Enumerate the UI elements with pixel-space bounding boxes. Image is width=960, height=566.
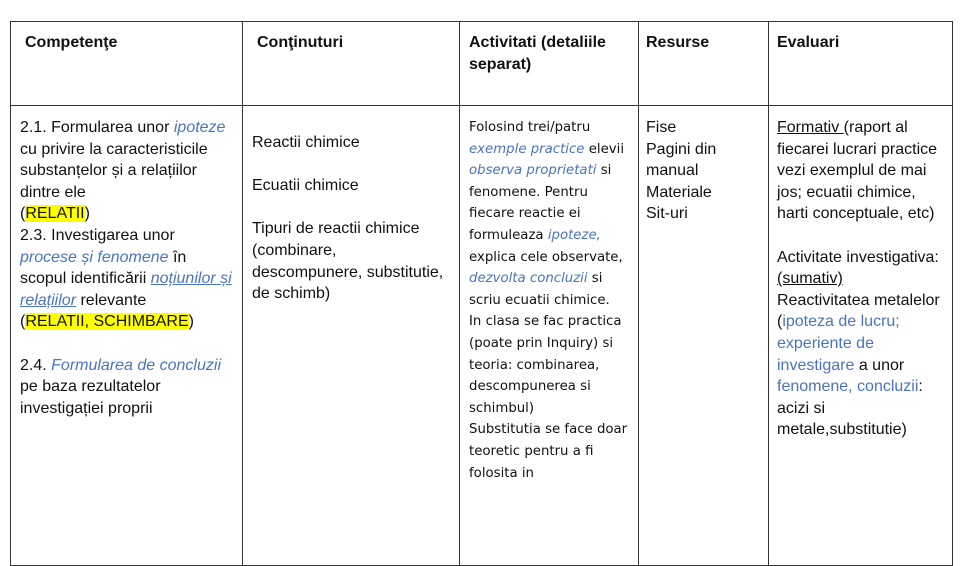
competente-cell (11, 106, 243, 566)
paren-close: ) (188, 313, 194, 331)
header-evaluari (769, 22, 953, 106)
evaluation-details (777, 311, 946, 441)
header-resurse (639, 22, 769, 106)
header-resurse-label: Resurse (646, 34, 710, 51)
evaluation-formativ-text: (raport al fiecarei lucrari practice vezi exemplul de mai jos; ecuatii chimice, harti conceptuale, etc) (777, 119, 938, 223)
keyword-dezvolta: dezvolta concluzii (469, 271, 588, 287)
paren-open: ( (20, 205, 26, 223)
resource-situri: Sit-uri (646, 205, 688, 223)
keyword-ipoteza-lucru: ipoteza de lucru; experiente de investigare (777, 313, 900, 374)
resource-fise: Fise (646, 119, 677, 136)
header-activitati (460, 22, 639, 106)
resource-pagini: Pagini din manual (646, 140, 717, 180)
activity-part: si fenomene. Pentru fiecare reactie ei formuleaza (469, 163, 612, 243)
header-activitati-label: Activitati (detaliile separat) (469, 34, 606, 73)
keyword-notiuni: noțiunilor și relațiilor (20, 270, 232, 309)
header-competente (11, 22, 243, 106)
competenta-2-1-text: cu privire la caracteristicile substanțelor și a relațiilor dintre ele (20, 140, 208, 201)
keyword-formativ: Formativ (777, 119, 844, 136)
keyword-observa: observa proprietati (469, 163, 597, 179)
header-evaluari-label: Evaluari (777, 34, 840, 51)
keyword-fenomene: fenomene, concluzii (777, 378, 919, 396)
competenta-2-1-tags (20, 203, 234, 225)
competenta-2-1 (20, 117, 234, 203)
content-item-tipuri: Tipuri de reactii chimice (combinare, descompunere, substitutie, de schimb) (252, 220, 444, 303)
header-competente-label: Competenţe (25, 34, 118, 51)
paren-open: ( (20, 313, 26, 331)
resource-materiale: Materiale (646, 183, 712, 201)
evaluari-cell (769, 106, 953, 566)
content-row (11, 106, 953, 566)
activity-class-text: In clasa se fac practica (poate prin Inquiry) si teoria: combinarea, descompunerea si schimbul) (469, 314, 622, 416)
header-continuturi-label: Conţinuturi (257, 34, 344, 51)
tag-relatii: RELATII (25, 205, 85, 223)
competenta-2-3-tags (20, 311, 234, 333)
activity-part: elevii (584, 141, 625, 157)
keyword-procese: procese și fenomene (20, 248, 169, 266)
keyword-exemple: exemple practice (469, 141, 585, 157)
resurse-cell (639, 106, 769, 566)
competenta-2-3-text: relevante (76, 291, 147, 309)
evaluation-activitate: Activitate investigativa: (777, 248, 939, 266)
lesson-plan-table (10, 21, 953, 566)
keyword-ipoteze: ipoteze, (547, 227, 601, 243)
evaluation-part: : acizi si metale,substitutie) (777, 378, 923, 439)
content-item-ecuatii: Ecuatii chimice (252, 177, 359, 195)
header-row (11, 22, 953, 106)
evaluation-part: a unor (854, 356, 905, 374)
activitati-cell (460, 106, 639, 566)
competenta-2-3-number: 2.3. Investigarea unor (20, 226, 175, 244)
competenta-2-1-number: 2.1. Formularea unor (20, 119, 174, 136)
activity-part: si scriu ecuatii chimice. (469, 271, 610, 308)
competenta-2-4-number: 2.4. (20, 356, 52, 374)
activity-part: Folosind trei/patru (469, 120, 591, 135)
activity-substitutie-text: Substitutia se face doar teoretic pentru a fi folosita in (469, 422, 628, 481)
competenta-2-4-text: pe baza rezultatelor investigației proprii (20, 378, 161, 417)
keyword-ipoteze: ipoteze (173, 119, 226, 136)
activity-text (469, 117, 632, 311)
content-item-reactii: Reactii chimice (252, 134, 360, 151)
header-continuturi (243, 22, 460, 106)
activity-part: explica cele observate, (469, 249, 623, 265)
evaluation-formativ (777, 117, 946, 225)
competenta-2-3-mid: în scopul identificării (20, 248, 187, 288)
keyword-concluzii: Formularea de concluzii (51, 356, 221, 374)
paren-open: ( (777, 313, 783, 331)
tag-relatii-schimbare: RELATII, SCHIMBARE (25, 313, 189, 331)
competenta-2-3 (20, 225, 234, 311)
paren-close: ) (84, 205, 90, 223)
competenta-2-4 (20, 355, 234, 420)
continuturi-cell (243, 106, 460, 566)
evaluation-sumativ: (sumativ) (777, 270, 843, 288)
evaluation-title: Reactivitatea metalelor (777, 291, 940, 309)
